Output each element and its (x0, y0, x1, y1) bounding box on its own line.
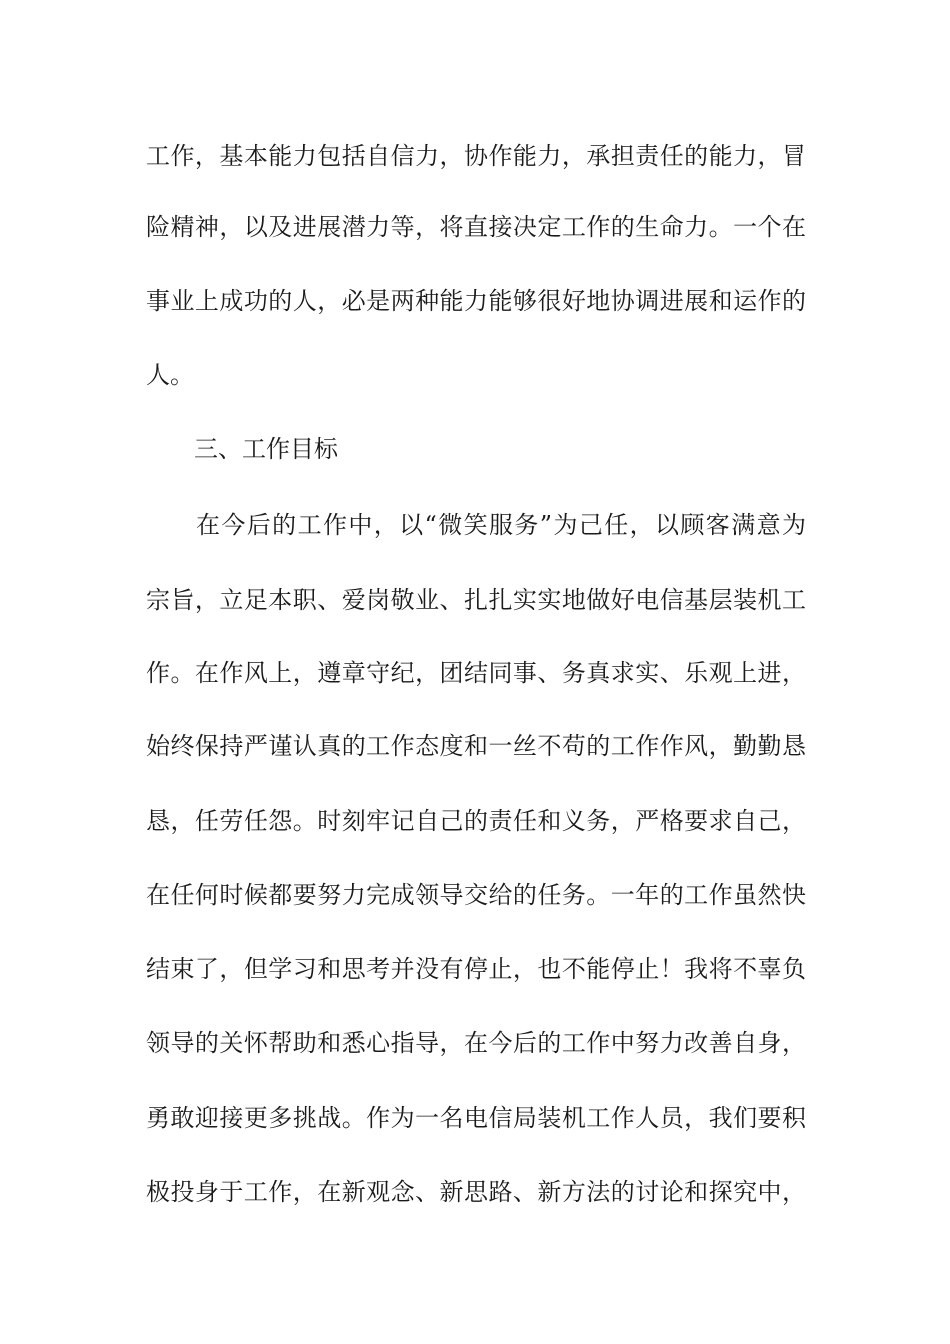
paragraph-2-line-8: 领导的关怀帮助和悉心指导，在今后的工作中努力改善自身， (146, 1029, 806, 1057)
paragraph-2-line-2: 宗旨，立足本职、爱岗敬业、扎扎实实地做好电信基层装机工 (146, 586, 806, 614)
paragraph-2-line-1: 在今后的工作中，以“微笑服务”为己任，以顾客满意为 (196, 511, 806, 539)
paragraph-2-line-3: 作。在作风上，遵章守纪，团结同事、务真求实、乐观上进， (146, 659, 806, 687)
paragraph-2-line-6: 在任何时候都要努力完成领导交给的任务。一年的工作虽然快 (146, 881, 806, 909)
section-heading: 三、工作目标 (194, 435, 338, 463)
paragraph-1-line-1: 工作，基本能力包括自信力，协作能力，承担责任的能力，冒 (146, 142, 806, 170)
paragraph-2-line-10: 极投身于工作，在新观念、新思路、新方法的讨论和探究中， (146, 1178, 806, 1206)
paragraph-1-line-3: 事业上成功的人，必是两种能力能够很好地协调进展和运作的 (146, 287, 806, 315)
paragraph-1-line-2: 险精神，以及进展潜力等，将直接决定工作的生命力。一个在 (146, 213, 806, 241)
paragraph-2-line-5: 恳，任劳任怨。时刻牢记自己的责任和义务，严格要求自己， (146, 807, 806, 835)
paragraph-2-line-9: 勇敢迎接更多挑战。作为一名电信局装机工作人员，我们要积 (146, 1104, 806, 1132)
paragraph-2-line-4: 始终保持严谨认真的工作态度和一丝不苟的工作作风，勤勤恳 (146, 732, 806, 760)
paragraph-2-line-7: 结束了，但学习和思考并没有停止，也不能停止！我将不辜负 (146, 955, 806, 983)
paragraph-1-line-4: 人。 (146, 361, 194, 389)
